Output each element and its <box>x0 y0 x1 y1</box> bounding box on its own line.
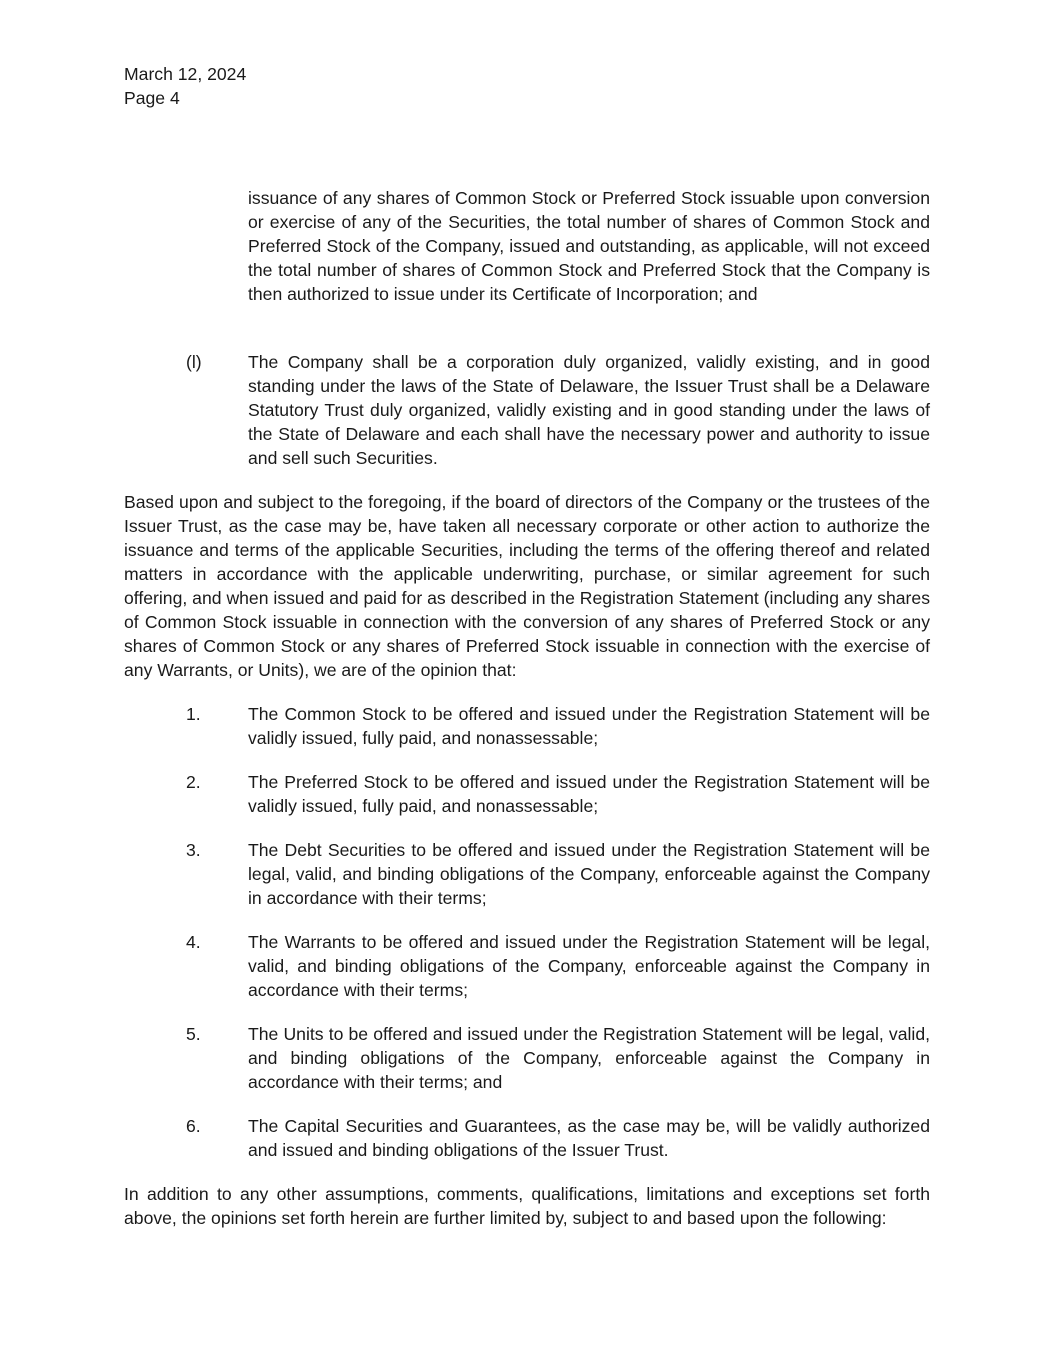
list-marker: (l) <box>186 352 202 372</box>
opinion-text: The Preferred Stock to be offered and issued under the Registration Statement will be validly issued, fully paid, and nonassessable; <box>248 772 930 816</box>
opinion-text: The Common Stock to be offered and issued under the Registration Statement will be validly issued, fully paid, and nonassessable; <box>248 704 930 748</box>
opinion-marker: 4. <box>186 932 201 952</box>
page-number: Page 4 <box>124 88 180 108</box>
opinion-marker: 2. <box>186 772 201 792</box>
opinion-text: The Debt Securities to be offered and issued under the Registration Statement will be legal, valid, and binding obligations of the Company, enforceable against the Company in accordance with their terms; <box>248 840 930 908</box>
page-header <box>124 62 246 110</box>
opinion-marker: 3. <box>186 840 201 860</box>
opinion-text: The Units to be offered and issued under the Registration Statement will be legal, valid, and binding obligations of the Company, enforceable against the Company in accordance with their terms; and <box>248 1024 930 1092</box>
opinion-marker: 1. <box>186 704 201 724</box>
list-item-text: The Company shall be a corporation duly organized, validly existing, and in good standing under the laws of the State of Delaware, the Issuer Trust shall be a Delaware Statutory Trust duly organized, validly existing and in good standing under the laws of the State of Delaware and each shall have the necessary power and authority to issue and sell such Securities. <box>248 352 930 468</box>
opinion-text: The Warrants to be offered and issued under the Registration Statement will be legal, valid, and binding obligations of the Company, enforceable against the Company in accordance with their terms; <box>248 932 930 1000</box>
letter-date: March 12, 2024 <box>124 64 247 84</box>
opinion-marker: 5. <box>186 1024 201 1044</box>
continuation-paragraph: issuance of any shares of Common Stock or Preferred Stock issuable upon conversion or exercise of any of the Securities, the total number of shares of Common Stock and Preferred Stock of the Company, issued and outstanding, as applicable, will not exceed the total number of shares of Common Stock and Preferred Stock that the Company is then authorized to issue under its Certificate of Incorporation; and <box>248 188 930 304</box>
closing-paragraph: In addition to any other assumptions, comments, qualifications, limitations and exceptions set forth above, the opinions set forth herein are further limited by, subject to and based upon the following: <box>124 1184 930 1228</box>
opinion-text: The Capital Securities and Guarantees, as the case may be, will be validly authorized and issued and binding obligations of the Issuer Trust. <box>248 1116 930 1160</box>
opinion-marker: 6. <box>186 1116 201 1136</box>
opinion-intro-paragraph: Based upon and subject to the foregoing, if the board of directors of the Company or the trustees of the Issuer Trust, as the case may be, have taken all necessary corporate or other action to authorize the issuance and terms of the applicable Securities, including the terms of the offering thereof and related matters in accordance with the applicable underwriting, purchase, or similar agreement for such offering, and when issued and paid for as described in the Registration Statement (including any shares of Common Stock issuable in connection with the conversion of any shares of Preferred Stock or any shares of Common Stock or any shares of Preferred Stock issuable in connection with the exercise of any Warrants, or Units), we are of the opinion that: <box>124 492 930 680</box>
